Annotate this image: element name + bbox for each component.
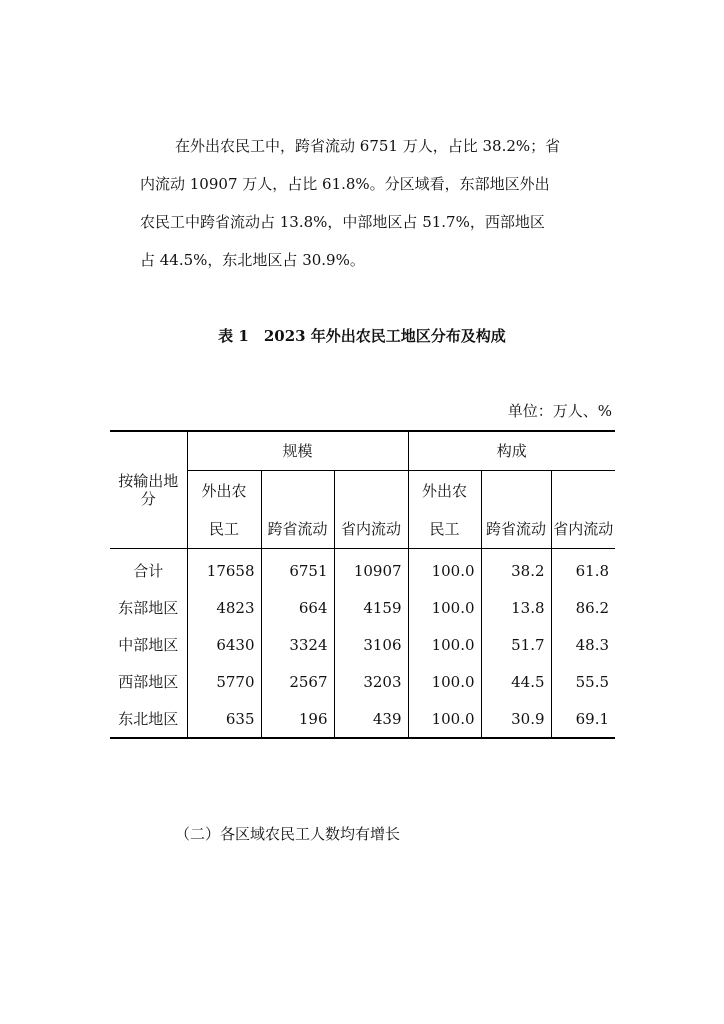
- cell-scale-within: 4159: [334, 589, 408, 626]
- table-row: [110, 626, 615, 663]
- cell-scale-total: 635: [187, 700, 261, 738]
- cell-share-total: 100.0: [408, 626, 481, 663]
- col-header-out-migrant: 外出农民工: [408, 471, 481, 549]
- cell-scale-cross: 196: [261, 700, 334, 738]
- cell-share-within: 69.1: [575, 709, 610, 728]
- cell-scale-within: 3203: [334, 663, 408, 700]
- col-header-out-migrant: 外出农民工: [187, 471, 261, 549]
- cell-share-total: 100.0: [408, 549, 481, 590]
- cell-scale-total: 17658: [187, 549, 261, 590]
- cell-scale-cross: 664: [261, 589, 334, 626]
- cell-share-total: 100.0: [408, 663, 481, 700]
- cell-scale-within: 439: [334, 700, 408, 738]
- spacer-cell: [334, 471, 408, 510]
- cell-scale-cross: 2567: [261, 663, 334, 700]
- cell-share-total: 100.0: [408, 589, 481, 626]
- paragraph-line: 占 44.5%，东北地区占 30.9%。: [140, 251, 365, 269]
- cell-scale-total: 4823: [187, 589, 261, 626]
- section-heading: （二）各区域农民工人数均有增长: [175, 825, 401, 843]
- group-header-scale: 规模: [187, 431, 408, 471]
- spacer-cell: [261, 471, 334, 510]
- cell-scale-total: 6430: [187, 626, 261, 663]
- row-label: 东部地区: [110, 589, 187, 626]
- table-row: [110, 663, 615, 700]
- col-header-cross-province: 跨省流动: [261, 509, 334, 549]
- cell-scale-within: 3106: [334, 626, 408, 663]
- group-header-structure: 构成: [408, 431, 615, 471]
- cell-share-cross: 38.2: [481, 549, 551, 590]
- paragraph-line: 在外出农民工中，跨省流动 6751 万人，占比 38.2%；省: [175, 137, 561, 155]
- table-row: [110, 589, 615, 626]
- table-unit: 单位：万人、%: [507, 402, 612, 420]
- col-header-within-province: 省内流动: [551, 509, 615, 549]
- row-label: 合计: [110, 549, 187, 590]
- row-label: 东北地区: [110, 700, 187, 738]
- spacer-cell: [551, 471, 615, 510]
- table-row: [110, 549, 615, 590]
- cell-scale-cross: 3324: [261, 626, 334, 663]
- col-header-within-province: 省内流动: [334, 509, 408, 549]
- spacer-cell: [481, 471, 551, 510]
- col-header-cross-province: 跨省流动: [481, 509, 551, 549]
- cell-share-within: 48.3: [575, 635, 610, 654]
- cell-share-cross: 51.7: [481, 626, 551, 663]
- table-caption: 表 1 2023 年外出农民工地区分布及构成: [218, 327, 506, 345]
- cell-share-cross: 44.5: [481, 663, 551, 700]
- paragraph-line: 内流动 10907 万人，占比 61.8%。分区域看，东部地区外出: [140, 175, 550, 193]
- cell-scale-total: 5770: [187, 663, 261, 700]
- cell-scale-cross: 6751: [261, 549, 334, 590]
- cell-share-cross: 13.8: [481, 589, 551, 626]
- cell-share-within: 61.8: [575, 561, 610, 580]
- paragraph-line: 农民工中跨省流动占 13.8%，中部地区占 51.7%，西部地区: [140, 213, 545, 231]
- row-label: 中部地区: [110, 626, 187, 663]
- table-row: [110, 700, 615, 738]
- cell-share-cross: 30.9: [481, 700, 551, 738]
- cell-share-total: 100.0: [408, 700, 481, 738]
- cell-share-within: 55.5: [575, 672, 610, 691]
- stub-header: 按输出地分: [110, 431, 187, 549]
- cell-scale-within: 10907: [334, 549, 408, 590]
- cell-share-within: 86.2: [575, 598, 610, 617]
- row-label: 西部地区: [110, 663, 187, 700]
- migrant-region-table: [110, 430, 615, 739]
